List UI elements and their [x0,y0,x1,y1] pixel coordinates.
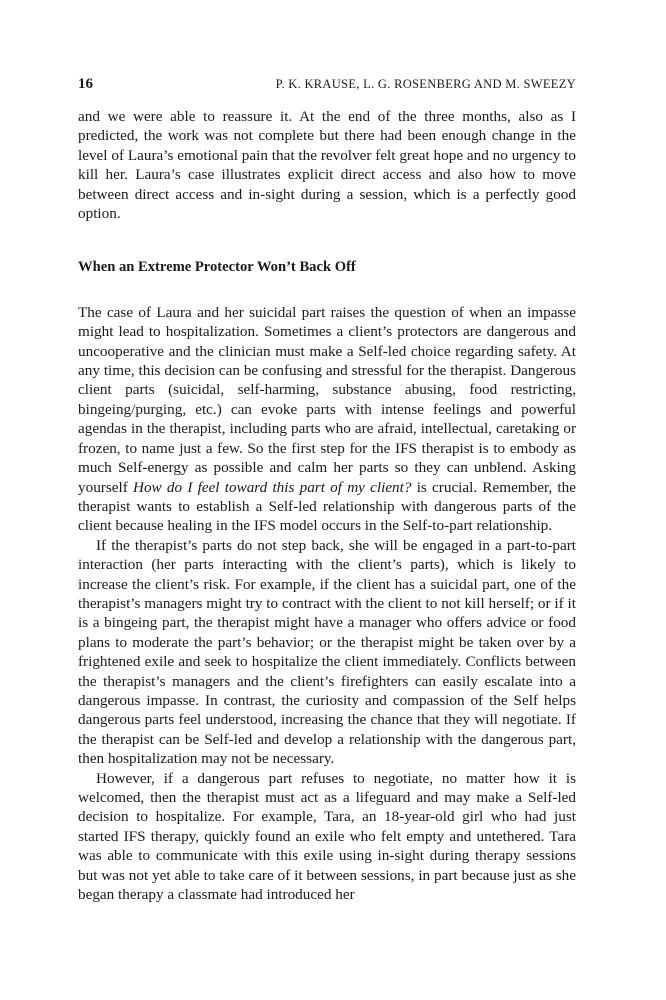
section-heading: When an Extreme Protector Won’t Back Off [78,259,356,276]
italic-question: How do I feel toward this part of my client? [133,478,412,496]
paragraph-text: The case of Laura and her suicidal part raises the question of when an impasse might lead to hospitalization. Sometimes a client’s protectors are dangerous and uncooperative and the clinician must make a Self-led choice regarding safety. At any time, this decision can be confusing and stressful for the therapist. Dangerous client parts (suicidal, self-harming, substance abusing, food restricting, bingeing/purging, etc.) can evoke parts with intense feelings and powerful agendas in the therapist, including parts who are afraid, intellectual, caretaking or frozen, to name just a few. So the first step for the IFS therapist is to embody as much Self-energy as possible and calm her parts so they can unblend. Asking yourself [78,303,576,496]
page-number: 16 [78,76,93,92]
running-head-authors: P. K. KRAUSE, L. G. ROSENBERG AND M. SWEEZY [275,77,576,91]
body-text [78,107,576,904]
paragraph-impasse [78,303,576,536]
paragraph-text: is crucial. Remember, the therapist wants to establish a Self-led relationship with dangerous parts of the client because healing in the IFS model occurs in the Self-to-part relationship. [78,478,576,535]
paragraph-continuation: and we were able to reassure it. At the end of the three months, also as I predicted, the work was not complete but there had been enough change in the level of Laura’s emotional pain that the revolver felt great hope and no urgency to kill her. Laura’s case illustrates explicit direct access and also how to move between direct access and in-sight during a session, which is a perfectly good option. [78,108,576,223]
running-header [78,76,578,96]
paragraph-lifeguard: However, if a dangerous part refuses to negotiate, no matter how it is welcomed, then the therapist must act as a lifeguard and may make a Self-led decision to hospitalize. For example, Tara, an 18-year-old girl who had just started IFS therapy, quickly found an exile who felt empty and untethered. Tara was able to communicate with this exile using in-sight during therapy sessions but was not yet able to take care of it between sessions, in part because just as she began therapy a classmate had introduced her [78,769,576,904]
paragraph-part-to-part: If the therapist’s parts do not step back, she will be engaged in a part-to-part interaction (her parts interacting with the client’s parts), which is likely to increase the client’s risk. For example, if the client has a suicidal part, one of the therapist’s managers might try to contract with the client to not kill herself; or if it is a bingeing part, the therapist might have a manager who offers advice or food plans to moderate the part’s behavior; or the therapist might be taken over by a frightened exile and seek to hospitalize the client immediately. Conflicts between the therapist’s managers and the client’s firefighters can easily escalate into a dangerous impasse. In contrast, the curiosity and compassion of the Self helps dangerous parts feel understood, increasing the chance that they will negotiate. If the therapist can be Self-led and develop a relationship with the dangerous part, then hospitalization may not be necessary. [78,536,576,768]
